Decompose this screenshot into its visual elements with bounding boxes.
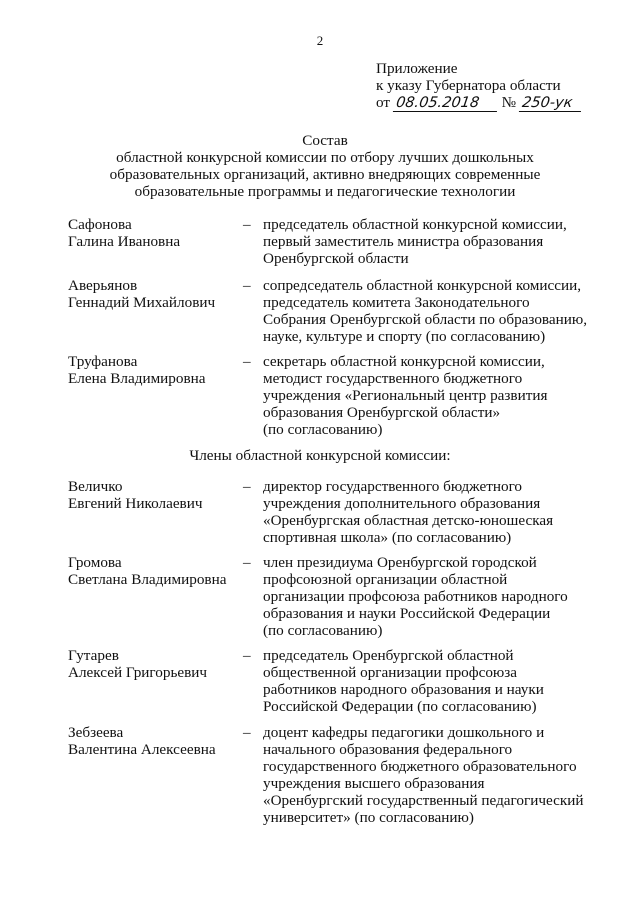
person-surname: Гутарев	[68, 647, 119, 664]
person-given-names: Светлана Владимировна	[68, 571, 227, 588]
person-name	[68, 277, 238, 311]
document-title	[80, 132, 570, 200]
person-name	[68, 478, 238, 512]
dash-separator: –	[243, 647, 251, 664]
role-line: председатель Оренбургской областной	[263, 647, 514, 664]
person-given-names: Валентина Алексеевна	[68, 741, 216, 758]
person-given-names: Елена Владимировна	[68, 370, 206, 387]
person-surname: Аверьянов	[68, 277, 138, 294]
role-line: секретарь областной конкурсной комиссии,	[263, 353, 545, 370]
members-heading: Члены областной конкурсной комиссии:	[189, 447, 451, 464]
from-label: от	[376, 94, 391, 111]
person-given-names: Евгений Николаевич	[68, 495, 203, 512]
appendix-title: Приложение	[376, 60, 458, 77]
decree-number: 250-ук	[519, 96, 583, 112]
role-line: организации профсоюза работников народного	[263, 588, 568, 605]
role-line: «Оренбургская областная детско-юношеская	[263, 512, 554, 529]
title-line: Состав	[302, 132, 348, 149]
page-number: 2	[316, 33, 324, 48]
dash-separator: –	[243, 554, 251, 571]
role-line: Российской Федерации (по согласованию)	[263, 698, 537, 715]
person-surname: Труфанова	[68, 353, 138, 370]
person-surname: Сафонова	[68, 216, 132, 233]
title-line: образовательные программы и педагогические технологии	[134, 183, 516, 200]
title-line: областной конкурсной комиссии по отбору лучших дошкольных	[116, 149, 534, 166]
person-surname: Громова	[68, 554, 122, 571]
person-role	[263, 277, 588, 345]
person-surname: Зебзеева	[68, 724, 124, 741]
person-role	[263, 478, 588, 546]
role-line: (по согласованию)	[263, 421, 383, 438]
role-line: Собрания Оренбургской области по образованию,	[263, 311, 588, 328]
role-line: науке, культуре и спорту (по согласованию)	[263, 328, 546, 345]
role-line: работников народного образования и науки	[263, 681, 544, 698]
role-line: «Оренбургский государственный педагогический	[263, 792, 584, 809]
person-given-names: Геннадий Михайлович	[68, 294, 216, 311]
dash-separator: –	[243, 277, 251, 294]
role-line: председатель областной конкурсной комиссии,	[263, 216, 567, 233]
dash-separator: –	[243, 216, 251, 233]
person-role	[263, 647, 588, 715]
dash-separator: –	[243, 478, 251, 495]
role-line: учреждения «Региональный центр развития	[263, 387, 548, 404]
role-line: член президиума Оренбургской городской	[263, 554, 537, 571]
title-line: образовательных организаций, активно внедряющих современные	[109, 166, 541, 183]
role-line: директор государственного бюджетного	[263, 478, 523, 495]
role-line: образования Оренбургской области»	[263, 404, 501, 421]
role-line: Оренбургской области	[263, 250, 409, 267]
dash-separator: –	[243, 353, 251, 370]
dash-separator: –	[243, 724, 251, 741]
decree-date: 08.05.2018	[393, 96, 499, 112]
person-role	[263, 216, 588, 267]
role-line: учреждения высшего образования	[263, 775, 485, 792]
person-role	[263, 353, 588, 438]
person-name	[68, 647, 238, 681]
person-role	[263, 554, 588, 639]
role-line: университет» (по согласованию)	[263, 809, 474, 826]
person-name	[68, 724, 238, 758]
role-line: начального образования федерального	[263, 741, 513, 758]
role-line: профсоюзной организации областной	[263, 571, 508, 588]
person-surname: Величко	[68, 478, 123, 495]
role-line: учреждения дополнительного образования	[263, 495, 541, 512]
role-line: спортивная школа» (по согласованию)	[263, 529, 512, 546]
role-line: методист государственного бюджетного	[263, 370, 523, 387]
role-line: председатель комитета Законодательного	[263, 294, 530, 311]
person-name	[68, 216, 238, 250]
role-line: (по согласованию)	[263, 622, 383, 639]
role-line: общественной организации профсоюза	[263, 664, 518, 681]
person-name	[68, 353, 238, 387]
role-line: образования и науки Российской Федерации	[263, 605, 551, 622]
appendix-block	[376, 60, 626, 112]
role-line: сопредседатель областной конкурсной комиссии,	[263, 277, 582, 294]
role-line: доцент кафедры педагогики дошкольного и	[263, 724, 545, 741]
appendix-date-number-line	[376, 94, 626, 112]
person-given-names: Алексей Григорьевич	[68, 664, 208, 681]
person-name	[68, 554, 238, 588]
role-line: первый заместитель министра образования	[263, 233, 544, 250]
number-label: №	[501, 94, 517, 111]
person-role	[263, 724, 588, 826]
appendix-decree-ref: к указу Губернатора области	[376, 77, 561, 94]
role-line: государственного бюджетного образовательного	[263, 758, 577, 775]
person-given-names: Галина Ивановна	[68, 233, 181, 250]
